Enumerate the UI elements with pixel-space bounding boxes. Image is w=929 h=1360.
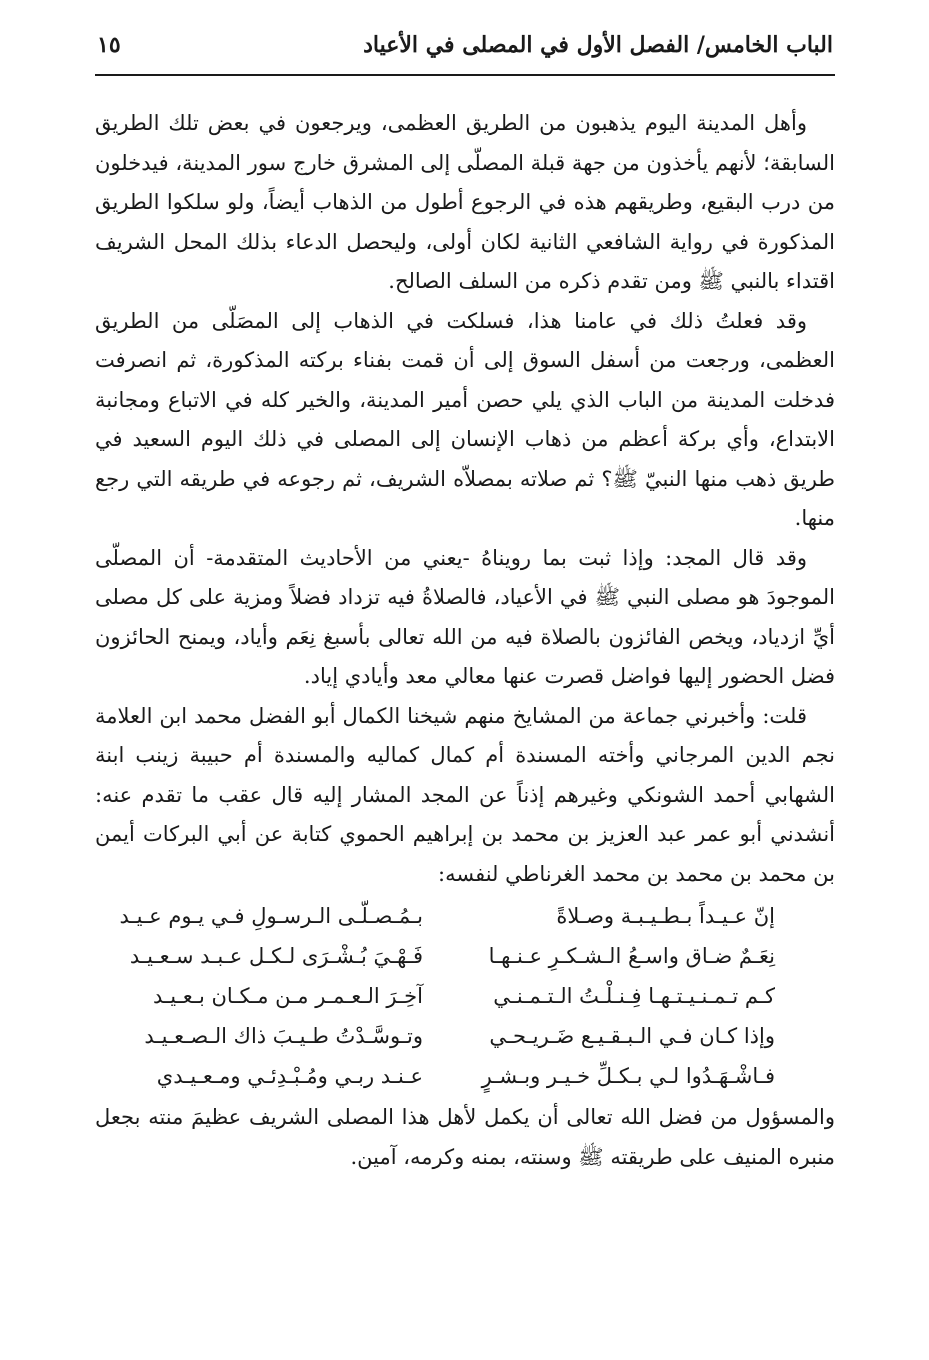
poem-verse xyxy=(103,936,775,976)
verse-second-hemistich: وتـوسَّـدْتُ طـيـبَ ذاك الـصـعـيـد xyxy=(144,1024,423,1048)
poem-verse xyxy=(103,976,775,1016)
paragraph-1: وأهل المدينة اليوم يذهبون من الطريق العظمى، ويرجعون في بعض تلك الطريق السابقة؛ لأنهم يأخذون من جهة قبلة المصلّى إلى المشرق خارج سور المدينة، فيدخلون من درب البقيع، وطريقهم هذه في الرجوع أطول من الذهاب أيضاً، ولو سلكوا الطريق المذكورة في رواية الشافعي الثانية لكان أولى، وليحصل الدعاء بذلك المحل الشريف اقتداء بالنبي ﷺ ومن تقدم ذكره من السلف الصالح. xyxy=(95,111,835,293)
poem-verse xyxy=(103,1056,775,1096)
verse-second-hemistich: آخِـرَ الـعـمـر مـن مـكـان بـعـيـد xyxy=(153,984,423,1008)
running-header xyxy=(95,32,835,76)
verse-first-hemistich: إنّ عـيـداً بـطـيـبـة وصـلاةً xyxy=(556,904,775,928)
verse-first-hemistich: فـاشْـهَـدُوا لـي بـكـلِّ خـيـر وبـشـرٍ xyxy=(481,1064,775,1088)
verse-first-hemistich: وإذا كـان فـي الـبـقـيـع ضَـريـحـي xyxy=(489,1024,775,1048)
closing-paragraph: والمسؤول من فضل الله تعالى أن يكمل لأهل هذا المصلى الشريف عظيمَ منته بجعل منبره المنيف على طريقته ﷺ وسنته، بمنه وكرمه، آمين. xyxy=(95,1105,835,1169)
verse-first-hemistich: كـم تـمـنـيـتـهـا فِـنـلْـتُ الـتـمـنـي xyxy=(493,984,775,1008)
poem-verse xyxy=(103,1016,775,1056)
body-text xyxy=(95,104,835,1177)
paragraph-4: قلت: وأخبرني جماعة من المشايخ منهم شيخنا الكمال أبو الفضل محمد ابن العلامة نجم الدين المرجاني وأخته المسندة أم كمال كماليه والمسندة أم حبيبة زينب ابنة الشهابي أحمد الشونكي وغيرهم إذناً عن المجد المشار إليه قال عقب ما تقدم عنه: أنشدني أبو عمر عبد العزيز بن محمد بن إبراهيم الحموي كتابة عن أبي البركات أيمن بن محمد بن محمد بن محمد الغرناطي لنفسه: xyxy=(95,703,835,886)
poem-verse xyxy=(103,896,775,936)
paragraph-2: وقد فعلتُ ذلك في عامنا هذا، فسلكت في الذهاب إلى المصَلّى من الطريق العظمى، ورجعت من أسفل السوق إلى أن قمت بفناء بركته المذكورة، ثم انصرفت فدخلت المدينة من الباب الذي يلي حصن أمير المدينة، والخير كله في الاتباع ومجانبة الابتداع، وأي بركة أعظم من ذهاب الإنسان إلى المصلى في ذلك اليوم السعيد في طريق ذهب منها النبيّ ﷺ؟ ثم صلاته بمصلاّه الشريف، ثم رجوعه في طريقه التي رجع منها. xyxy=(95,308,835,530)
book-page xyxy=(95,32,835,1177)
poem xyxy=(103,894,775,1098)
verse-second-hemistich: فَـهْـيَ بُـشْـرَى لـكـل عـبـد سـعـيـد xyxy=(129,944,423,968)
paragraph-3: وقد قال المجد: وإذا ثبت بما رويناهُ -يعني من الأحاديث المتقدمة- أن المصلّى الموجودَ هو مصلى النبي ﷺ في الأعياد، فالصلاةُ فيه تزداد فضلاً ومزية على كل مصلى أيِّ ازدياد، ويخص الفائزون بالصلاة فيه من الله تعالى بأسبغ نِعَم وأياد، ويمنح الحائزون فضل الحضور إليها فواضل قصرت عنها معالي معد وأيادي إياد. xyxy=(95,545,835,688)
verse-second-hemistich: عـنـد ربـي ومُـبْـدِئـي ومـعـيـدي xyxy=(156,1064,423,1088)
verse-second-hemistich: بـمُـصـلّـى الـرسـولِ فـي يـوم عـيـد xyxy=(119,904,423,928)
chapter-title: الباب الخامس/ الفصل الأول في المصلى في الأعياد xyxy=(363,32,833,58)
verse-first-hemistich: نِعَـمٌ ضـاق واسـعُ الـشـكـرِ عـنـهـا xyxy=(488,944,775,968)
page-number: ١٥ xyxy=(97,32,121,58)
